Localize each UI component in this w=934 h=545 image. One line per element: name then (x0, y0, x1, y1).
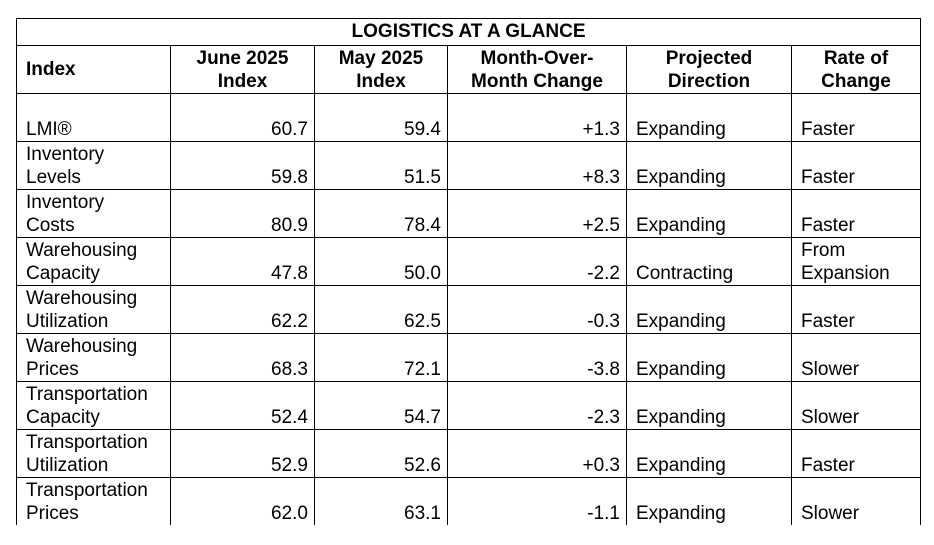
cell-rate-of-change: From Expansion (792, 238, 921, 286)
cell-rate-of-change: Faster (792, 94, 921, 142)
cell-index-name: Transportation Utilization (17, 430, 171, 478)
cell-projected-direction: Expanding (627, 478, 792, 526)
cell-mom-change: +2.5 (448, 190, 627, 238)
cell-june-index: 59.8 (171, 142, 315, 190)
header-rate-of-change: Rate of Change (792, 46, 921, 94)
cell-rate-of-change: Slower (792, 478, 921, 526)
header-projected-direction: Projected Direction (627, 46, 792, 94)
cell-may-index: 62.5 (315, 286, 448, 334)
cell-may-index: 63.1 (315, 478, 448, 526)
cell-mom-change: -3.8 (448, 334, 627, 382)
table-row (17, 238, 921, 286)
cell-rate-of-change: Faster (792, 430, 921, 478)
table-row (17, 382, 921, 430)
cell-index-name: Transportation Capacity (17, 382, 171, 430)
cell-may-index: 52.6 (315, 430, 448, 478)
cell-june-index: 68.3 (171, 334, 315, 382)
cell-may-index: 51.5 (315, 142, 448, 190)
cell-projected-direction: Expanding (627, 190, 792, 238)
header-index: Index (17, 46, 171, 94)
cell-june-index: 60.7 (171, 94, 315, 142)
cell-projected-direction: Contracting (627, 238, 792, 286)
cell-projected-direction: Expanding (627, 382, 792, 430)
cell-mom-change: -2.2 (448, 238, 627, 286)
cell-mom-change: -1.1 (448, 478, 627, 526)
table-row (17, 190, 921, 238)
cell-index-name: Warehousing Capacity (17, 238, 171, 286)
cell-mom-change: -2.3 (448, 382, 627, 430)
header-june: June 2025 Index (171, 46, 315, 94)
cell-mom-change: +0.3 (448, 430, 627, 478)
cell-mom-change: -0.3 (448, 286, 627, 334)
cell-may-index: 78.4 (315, 190, 448, 238)
cell-projected-direction: Expanding (627, 286, 792, 334)
cell-may-index: 72.1 (315, 334, 448, 382)
cell-june-index: 52.9 (171, 430, 315, 478)
cell-june-index: 52.4 (171, 382, 315, 430)
cell-may-index: 50.0 (315, 238, 448, 286)
cell-index-name: Inventory Levels (17, 142, 171, 190)
cell-rate-of-change: Faster (792, 142, 921, 190)
cell-projected-direction: Expanding (627, 142, 792, 190)
table-header-row (17, 46, 921, 94)
cell-rate-of-change: Faster (792, 190, 921, 238)
cell-rate-of-change: Faster (792, 286, 921, 334)
header-mom-change: Month-Over- Month Change (448, 46, 627, 94)
table-row (17, 334, 921, 382)
cell-index-name: Warehousing Prices (17, 334, 171, 382)
table-row (17, 430, 921, 478)
cell-may-index: 59.4 (315, 94, 448, 142)
cell-index-name: Warehousing Utilization (17, 286, 171, 334)
table-row (17, 286, 921, 334)
cell-index-name: LMI® (17, 94, 171, 142)
table-title-row (17, 19, 921, 46)
cell-projected-direction: Expanding (627, 94, 792, 142)
cell-june-index: 47.8 (171, 238, 315, 286)
cell-index-name: Transportation Prices (17, 478, 171, 526)
cell-june-index: 62.2 (171, 286, 315, 334)
logistics-table (16, 18, 921, 525)
cell-rate-of-change: Slower (792, 382, 921, 430)
header-may: May 2025 Index (315, 46, 448, 94)
table-row (17, 142, 921, 190)
table-row (17, 94, 921, 142)
cell-mom-change: +1.3 (448, 94, 627, 142)
cell-rate-of-change: Slower (792, 334, 921, 382)
cell-june-index: 80.9 (171, 190, 315, 238)
cell-may-index: 54.7 (315, 382, 448, 430)
cell-projected-direction: Expanding (627, 334, 792, 382)
table-row (17, 478, 921, 526)
cell-mom-change: +8.3 (448, 142, 627, 190)
cell-index-name: Inventory Costs (17, 190, 171, 238)
cell-june-index: 62.0 (171, 478, 315, 526)
cell-projected-direction: Expanding (627, 430, 792, 478)
table-title: LOGISTICS AT A GLANCE (17, 19, 921, 46)
